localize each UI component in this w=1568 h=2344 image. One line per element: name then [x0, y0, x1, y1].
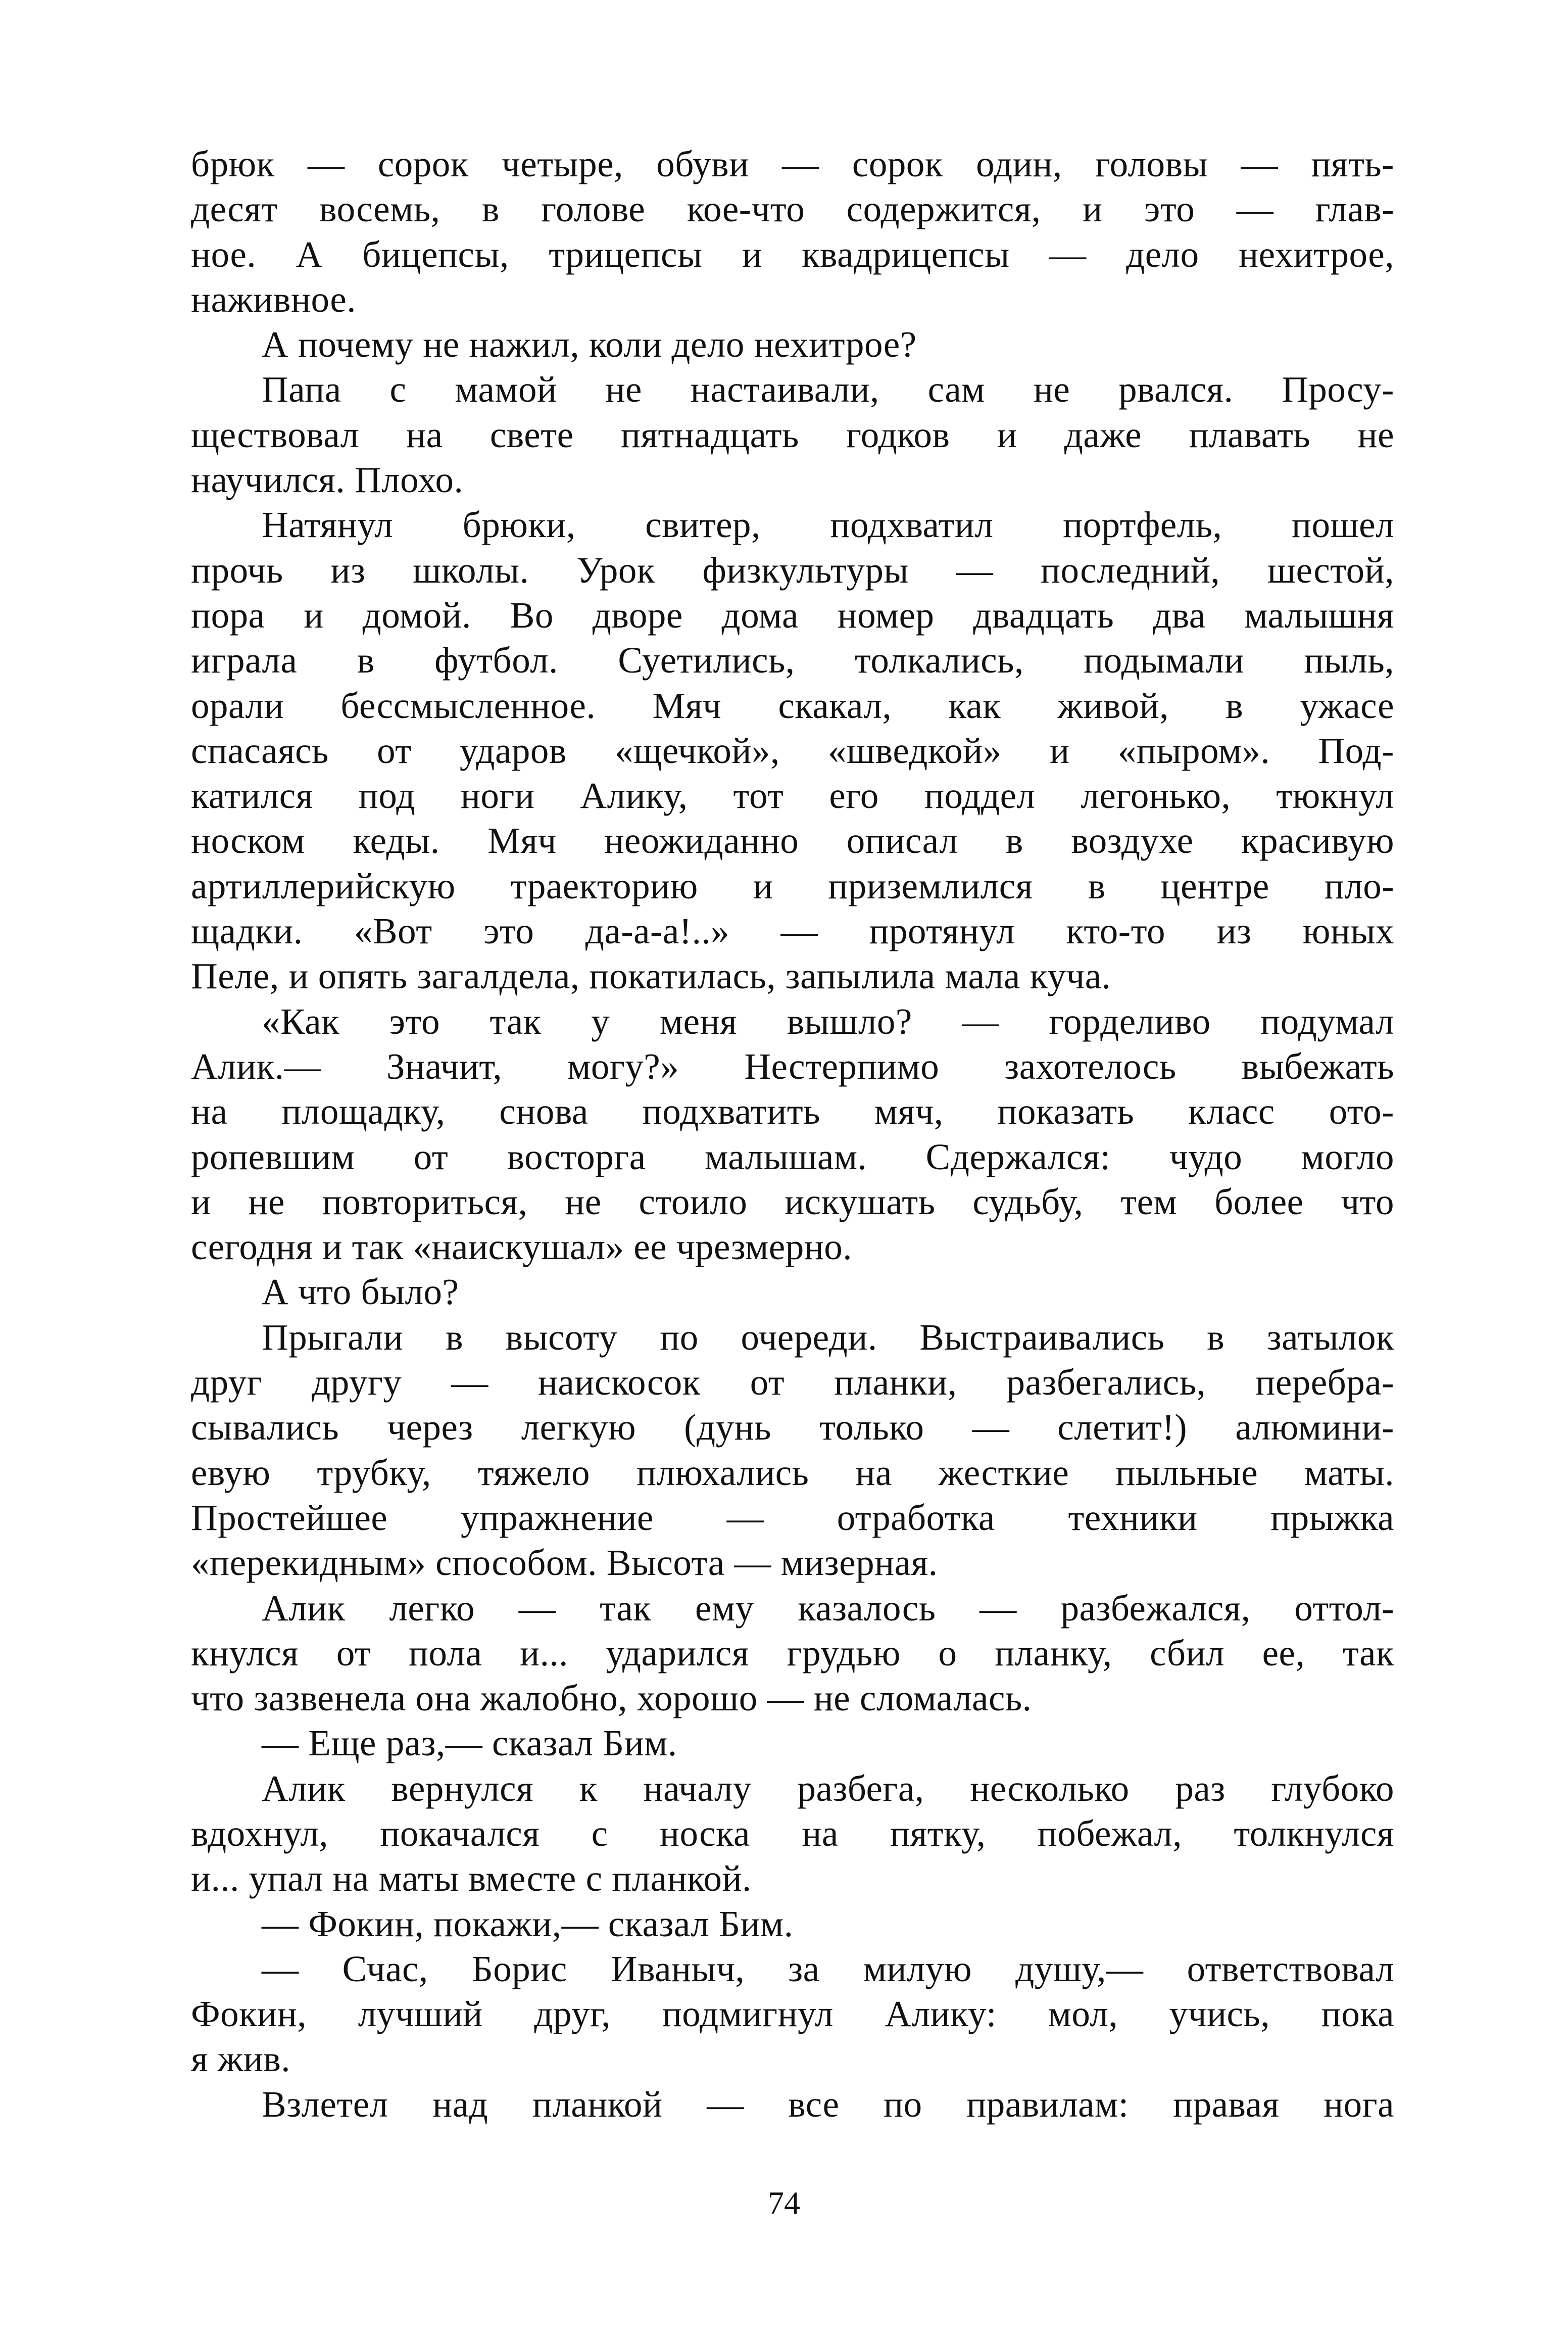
text-line: катился под ноги Алику, тот его поддел легонько, тюкнул: [191, 775, 1394, 817]
text-line: сывались через легкую (дунь только — слетит!) алюмини-: [191, 1407, 1394, 1448]
text-line: — Счас, Борис Иваныч, за милую душу,— ответствовал: [262, 1948, 1394, 1989]
book-page-text: [191, 141, 1394, 2127]
text-line: Прыгали в высоту по очереди. Выстраивались в затылок: [262, 1316, 1394, 1358]
text-line: Пеле, и опять загалдела, покатилась, запылила мала куча.: [191, 955, 1111, 997]
text-line: брюк — сорок четыре, обуви — сорок один, головы — пять-: [191, 143, 1394, 184]
text-line: носком кеды. Мяч неожиданно описал в воздухе красивую: [191, 820, 1394, 862]
text-line: сегодня и так «наискушал» ее чрезмерно.: [191, 1226, 853, 1268]
text-line: научился. Плохо.: [191, 459, 464, 501]
text-line: Алик легко — так ему казалось — разбежался, оттол-: [262, 1587, 1394, 1629]
text-line: щадки. «Вот это да-а-а!..» — протянул кто-то из юных: [191, 911, 1394, 952]
text-line: десят восемь, в голове кое-что содержится, и это — глав-: [191, 188, 1394, 230]
text-line: Алик вернулся к началу разбега, несколько раз глубоко: [262, 1767, 1394, 1809]
text-line: Алик.— Значит, могу?» Нестерпимо захотелось выбежать: [191, 1045, 1394, 1087]
text-line: кнулся от пола и... ударился грудью о планку, сбил ее, так: [191, 1632, 1394, 1673]
text-line: ное. А бицепсы, трицепсы и квадрицепсы — дело нехитрое,: [191, 233, 1394, 275]
text-line: наживное.: [191, 278, 357, 320]
page-number: 74: [768, 2185, 800, 2221]
text-line: я жив.: [191, 2038, 291, 2080]
text-line: спасаясь от ударов «щечкой», «шведкой» и «пыром». Под-: [191, 730, 1394, 771]
text-line: евую трубку, тяжело плюхались на жесткие пыльные маты.: [191, 1452, 1394, 1493]
text-line: на площадку, снова подхватить мяч, показать класс ото-: [191, 1091, 1394, 1132]
text-line: играла в футбол. Суетились, толкались, подымали пыль,: [191, 640, 1394, 681]
text-line: «перекидным» способом. Высота — мизерная.: [191, 1542, 938, 1584]
text-line: А что было?: [262, 1271, 459, 1313]
text-line: пора и домой. Во дворе дома номер двадцать два малышня: [191, 594, 1394, 636]
text-line: и не повториться, не стоило искушать судьбу, тем более что: [191, 1181, 1394, 1222]
text-line: и... упал на маты вместе с планкой.: [191, 1858, 752, 1899]
text-line: — Фокин, покажи,— сказал Бим.: [262, 1903, 794, 1944]
text-line: друг другу — наискосок от планки, разбегались, перебра-: [191, 1362, 1394, 1403]
text-line: прочь из школы. Урок физкультуры — последний, шестой,: [191, 549, 1394, 591]
text-line: Взлетел над планкой — все по правилам: правая нога: [262, 2083, 1394, 2125]
text-line: Фокин, лучший друг, подмигнул Алику: мол, учись, пока: [191, 1993, 1394, 2035]
text-line: Простейшее упражнение — отработка техники прыжка: [191, 1497, 1394, 1538]
text-line: что зазвенела она жалобно, хорошо — не сломалась.: [191, 1678, 1032, 1719]
text-line: ропевшим от восторга малышам. Сдержался: чудо могло: [191, 1136, 1394, 1177]
text-line: вдохнул, покачался с носка на пятку, побежал, толкнулся: [191, 1812, 1394, 1854]
text-line: артиллерийскую траекторию и приземлился в центре пло-: [191, 865, 1394, 906]
text-line: «Как это так у меня вышло? — горделиво подумал: [262, 1000, 1394, 1042]
text-line: Натянул брюки, свитер, подхватил портфель, пошел: [262, 504, 1394, 546]
text-line: Папа с мамой не настаивали, сам не рвался. Просу-: [262, 369, 1394, 410]
text-line: ществовал на свете пятнадцать годков и даже плавать не: [191, 414, 1394, 455]
text-line: — Еще раз,— сказал Бим.: [262, 1723, 677, 1764]
text-line: орали бессмысленное. Мяч скакал, как живой, в ужасе: [191, 685, 1394, 726]
text-line: А почему не нажил, коли дело нехитрое?: [262, 324, 917, 365]
